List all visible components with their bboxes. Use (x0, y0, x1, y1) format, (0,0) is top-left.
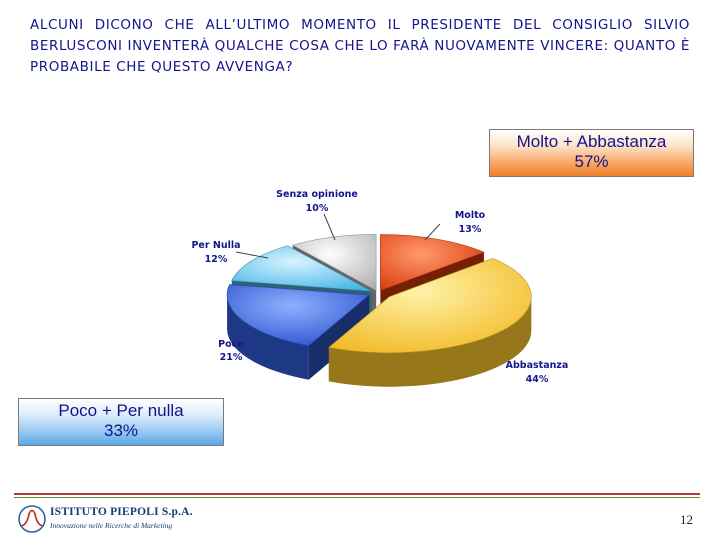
label-poco-value: 21% (219, 352, 243, 363)
footer-divider-red (14, 493, 700, 495)
label-abbastanza-name: Abbastanza (505, 360, 569, 371)
logo-tagline: Innovazione nelle Ricerche di Marketing (50, 521, 173, 530)
question-text: ALCUNI DICONO CHE ALL’ULTIMO MOMENTO IL PRESIDENTE DEL CONSIGLIO SILVIO BERLUSCONI INVENTERÀ QUALCHE COSA CHE LO FARÀ NUOVAMENTE VINCERE: QUANTO È PROBABILE CHE QUESTO AVVENGA? (30, 17, 690, 75)
leader-line-senza (324, 214, 335, 240)
label-poco-name: Poco (218, 339, 244, 350)
label-molto-name: Molto (454, 210, 486, 221)
summary-negative-value: 33% (103, 421, 139, 440)
footer-divider-green (14, 497, 700, 498)
leader-line-molto (425, 224, 440, 240)
label-senza-name: Senza opinione (276, 189, 358, 200)
logo-mark-icon (18, 504, 48, 534)
label-abbastanza-value: 44% (525, 374, 549, 385)
page-number: 12 (680, 512, 693, 527)
label-senza-value: 10% (305, 203, 329, 214)
company-logo (18, 503, 208, 535)
summary-box-negative (18, 398, 224, 446)
label-nulla-value: 12% (204, 254, 228, 265)
summary-positive-value: 57% (574, 152, 609, 171)
label-molto-value: 13% (458, 224, 482, 235)
summary-negative-label: Poco + Per nulla (58, 401, 184, 420)
label-nulla-name: Per Nulla (191, 240, 241, 251)
logo-name: ISTITUTO PIEPOLI S.p.A. (50, 506, 193, 518)
summary-positive-label: Molto + Abbastanza (516, 132, 667, 151)
